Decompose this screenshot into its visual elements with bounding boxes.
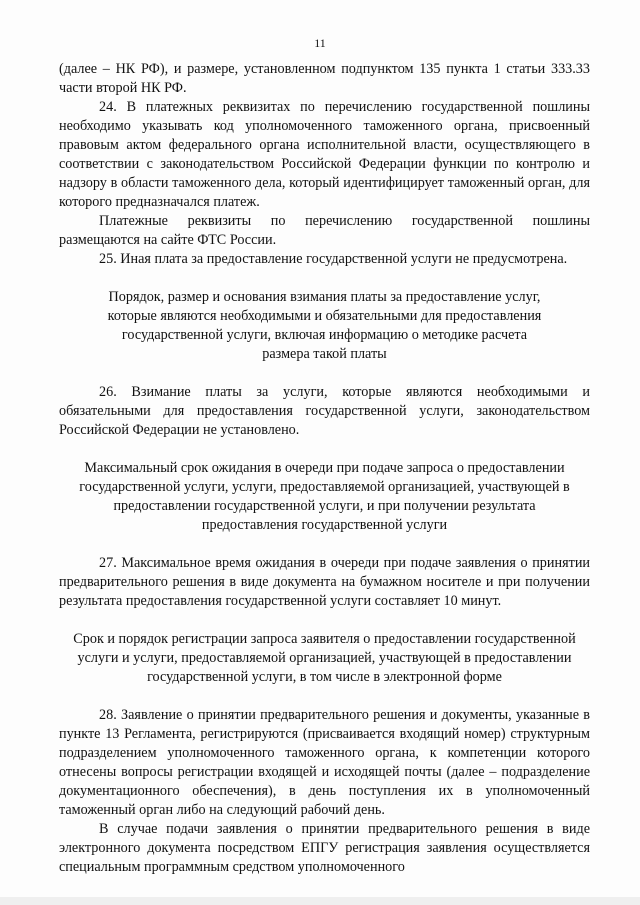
- paragraph-24: 24. В платежных реквизитах по перечислению государственной пошлины необходимо указывать код уполномоченного таможенного органа, присвоенный правовым актом федерального органа исполнительной власти, осуществляющего в соответствии с законодательством Российской Федерации функции по контролю и надзору в области таможенного дела, который идентифицирует таможенный орган, для которого предназначался платеж.: [59, 99, 590, 210]
- page-number: 11: [314, 36, 326, 50]
- section-heading-queue-time: Максимальный срок ожидания в очереди при подаче запроса о предоставлении государственной услуги, услуги, предоставляемой организацией, участвующей в предоставлении государственной услуги, и при получении результата предоставления государственной услуги: [79, 460, 570, 533]
- section-heading-fees: Порядок, размер и основания взимания платы за предоставление услуг, которые являются необходимыми и обязательными для предоставления государственной услуги, включая информацию о методике расчета размера такой платы: [107, 289, 542, 362]
- paragraph-27: 27. Максимальное время ожидания в очереди при подаче заявления о принятии предварительного решения в виде документа на бумажном носителе и при получении результата предоставления государственной услуги составляет 10 минут.: [59, 555, 590, 609]
- document-body: [59, 60, 590, 877]
- paragraph-28: 28. Заявление о принятии предварительного решения и документы, указанные в пункте 13 Регламента, регистрируются (присваивается входящий номер) структурным подразделением уполномоченного таможенного органа, к компетенции которого отнесены вопросы регистрации входящей и исходящей почты (далее – подразделение документационного обеспечения), в день поступления их в уполномоченный таможенный орган либо на следующий рабочий день.: [59, 707, 590, 818]
- paragraph-25: 25. Иная плата за предоставление государственной услуги не предусмотрена.: [99, 251, 568, 267]
- paragraph-electronic-submission: В случае подачи заявления о принятии предварительного решения в виде электронного документа посредством ЕПГУ регистрация заявления осуществляется специальным программным средством уполномоченного: [59, 821, 590, 875]
- scan-bottom-edge: [0, 897, 640, 905]
- paragraph-payment-details: Платежные реквизиты по перечислению государственной пошлины размещаются на сайте ФТС России.: [59, 213, 590, 248]
- paragraph-continuation: (далее – НК РФ), и размере, установленном подпунктом 135 пункта 1 статьи 333.33 части второй НК РФ.: [59, 61, 590, 96]
- section-heading-registration: Срок и порядок регистрации запроса заявителя о предоставлении государственной услуги и услуги, предоставляемой организацией, участвующей в предоставлении государственной услуги, в том числе в электронной форме: [73, 631, 576, 685]
- paragraph-26: 26. Взимание платы за услуги, которые являются необходимыми и обязательными для предоставления государственной услуги, законодательством Российской Федерации не установлено.: [59, 384, 590, 438]
